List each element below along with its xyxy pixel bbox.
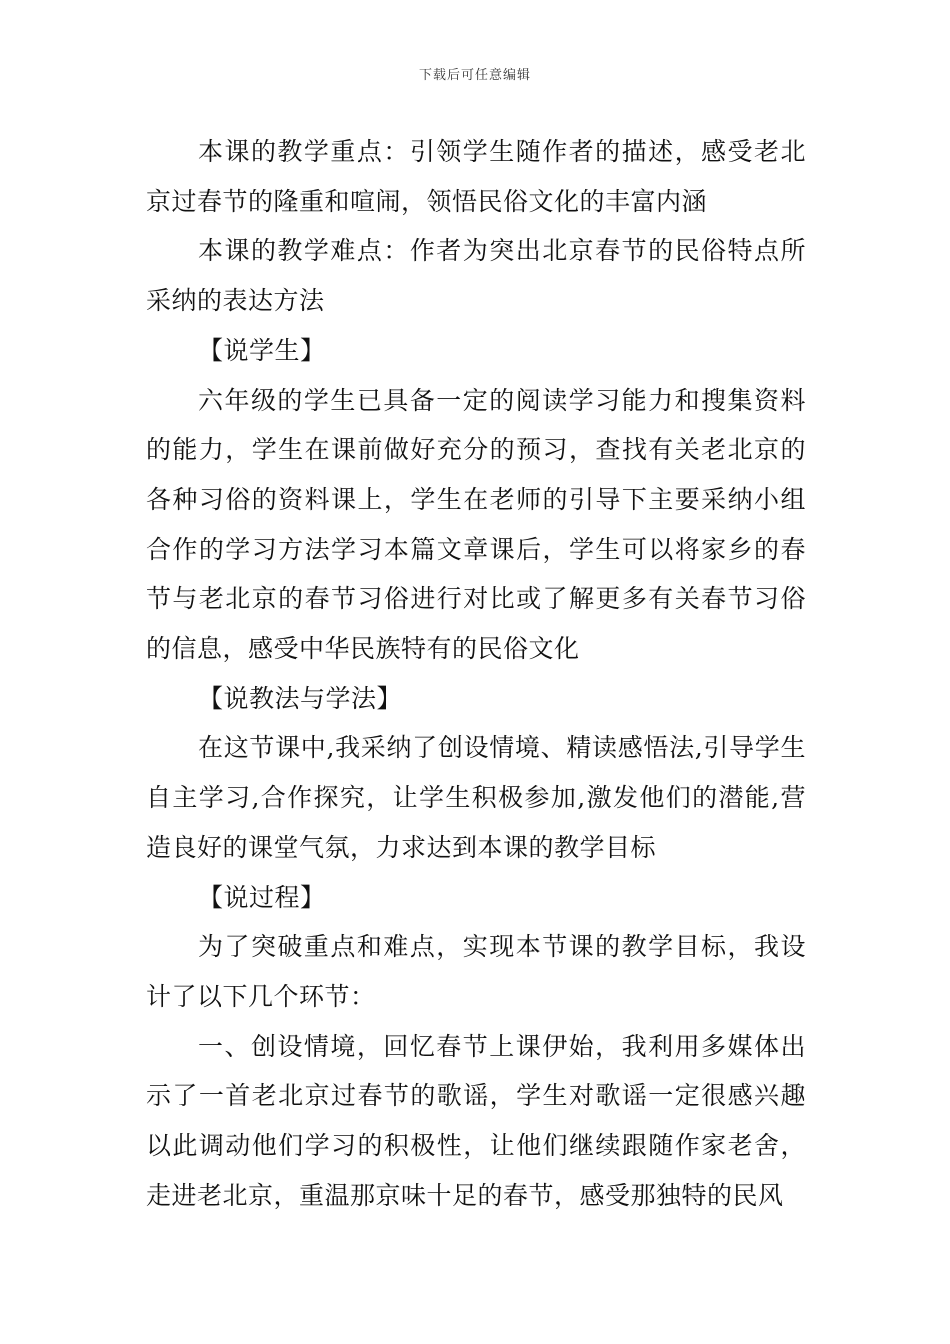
section-heading-students: 【说学生】 [198, 335, 326, 365]
teaching-difficulty-paragraph: 本课的教学难点：作者为突出北京春节的民俗特点所采纳的表达方法 [146, 236, 806, 316]
page-header-note: 下载后可任意编辑 [418, 68, 531, 83]
section-heading-process: 【说过程】 [198, 882, 326, 912]
students-paragraph: 六年级的学生已具备一定的阅读学习能力和搜集资料的能力，学生在课前做好充分的预习，查找有关老北京的各种习俗的资料课上，学生在老师的引导下主要采纳小组合作的学习方法学习本篇文章课后，学生可以将家乡的春节与老北京的春节习俗进行对比或了解更多有关春节习俗的信息，感受中华民族特有的民俗文化 [146, 385, 806, 664]
teaching-focus-paragraph: 本课的教学重点：引领学生随作者的描述，感受老北京过春节的隆重和喧闹，领悟民俗文化的丰富内涵 [146, 137, 806, 216]
methods-paragraph: 在这节课中,我采纳了创设情境、精读感悟法,引导学生自主学习,合作探究，让学生积极参加,激发他们的潜能,营造良好的课堂气氛，力求达到本课的教学目标 [146, 733, 806, 862]
section-heading-methods: 【说教法与学法】 [198, 683, 403, 713]
process-intro-paragraph: 为了突破重点和难点，实现本节课的教学目标，我设计了以下几个环节： [146, 932, 806, 1011]
document-body [146, 127, 806, 1220]
process-step-one-paragraph: 一、创设情境，回忆春节上课伊始，我利用多媒体出示了一首老北京过春节的歌谣，学生对歌谣一定很感兴趣以此调动他们学习的积极性，让他们继续跟随作家老舍，走进老北京，重温那京味十足的春节，感受那独特的民风 [146, 1031, 806, 1210]
